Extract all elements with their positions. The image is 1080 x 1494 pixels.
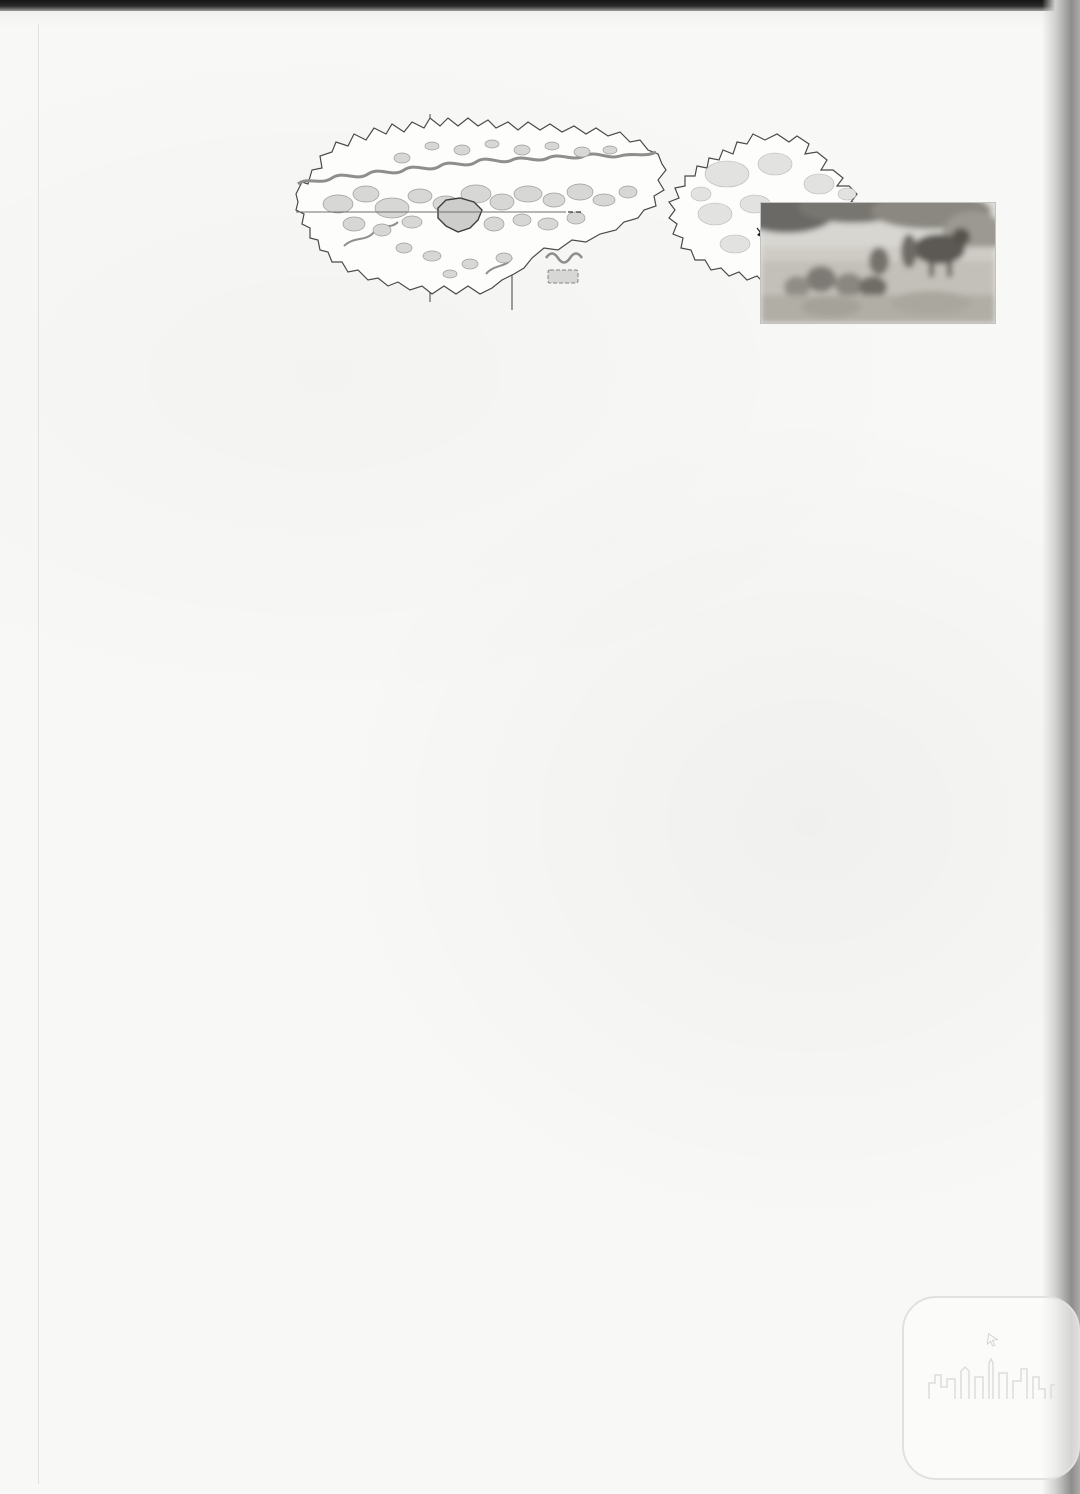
exam-content	[142, 96, 1014, 346]
figure4-image	[760, 202, 996, 324]
figure4-caption	[760, 324, 996, 350]
watermark-site-row	[903, 1332, 1079, 1347]
cursor-arrow-icon	[985, 1332, 1002, 1347]
legend-river-symbol	[546, 254, 582, 263]
scan-left-line	[38, 24, 39, 1484]
map-figure-5	[280, 98, 680, 316]
city-skyline-icon	[925, 1357, 1057, 1401]
watermark-badge	[902, 1296, 1080, 1480]
scan-right-edge	[1042, 0, 1080, 1494]
legend-builtup-swatch	[548, 270, 578, 283]
scan-top-edge	[0, 0, 1080, 11]
figure4	[760, 202, 996, 350]
